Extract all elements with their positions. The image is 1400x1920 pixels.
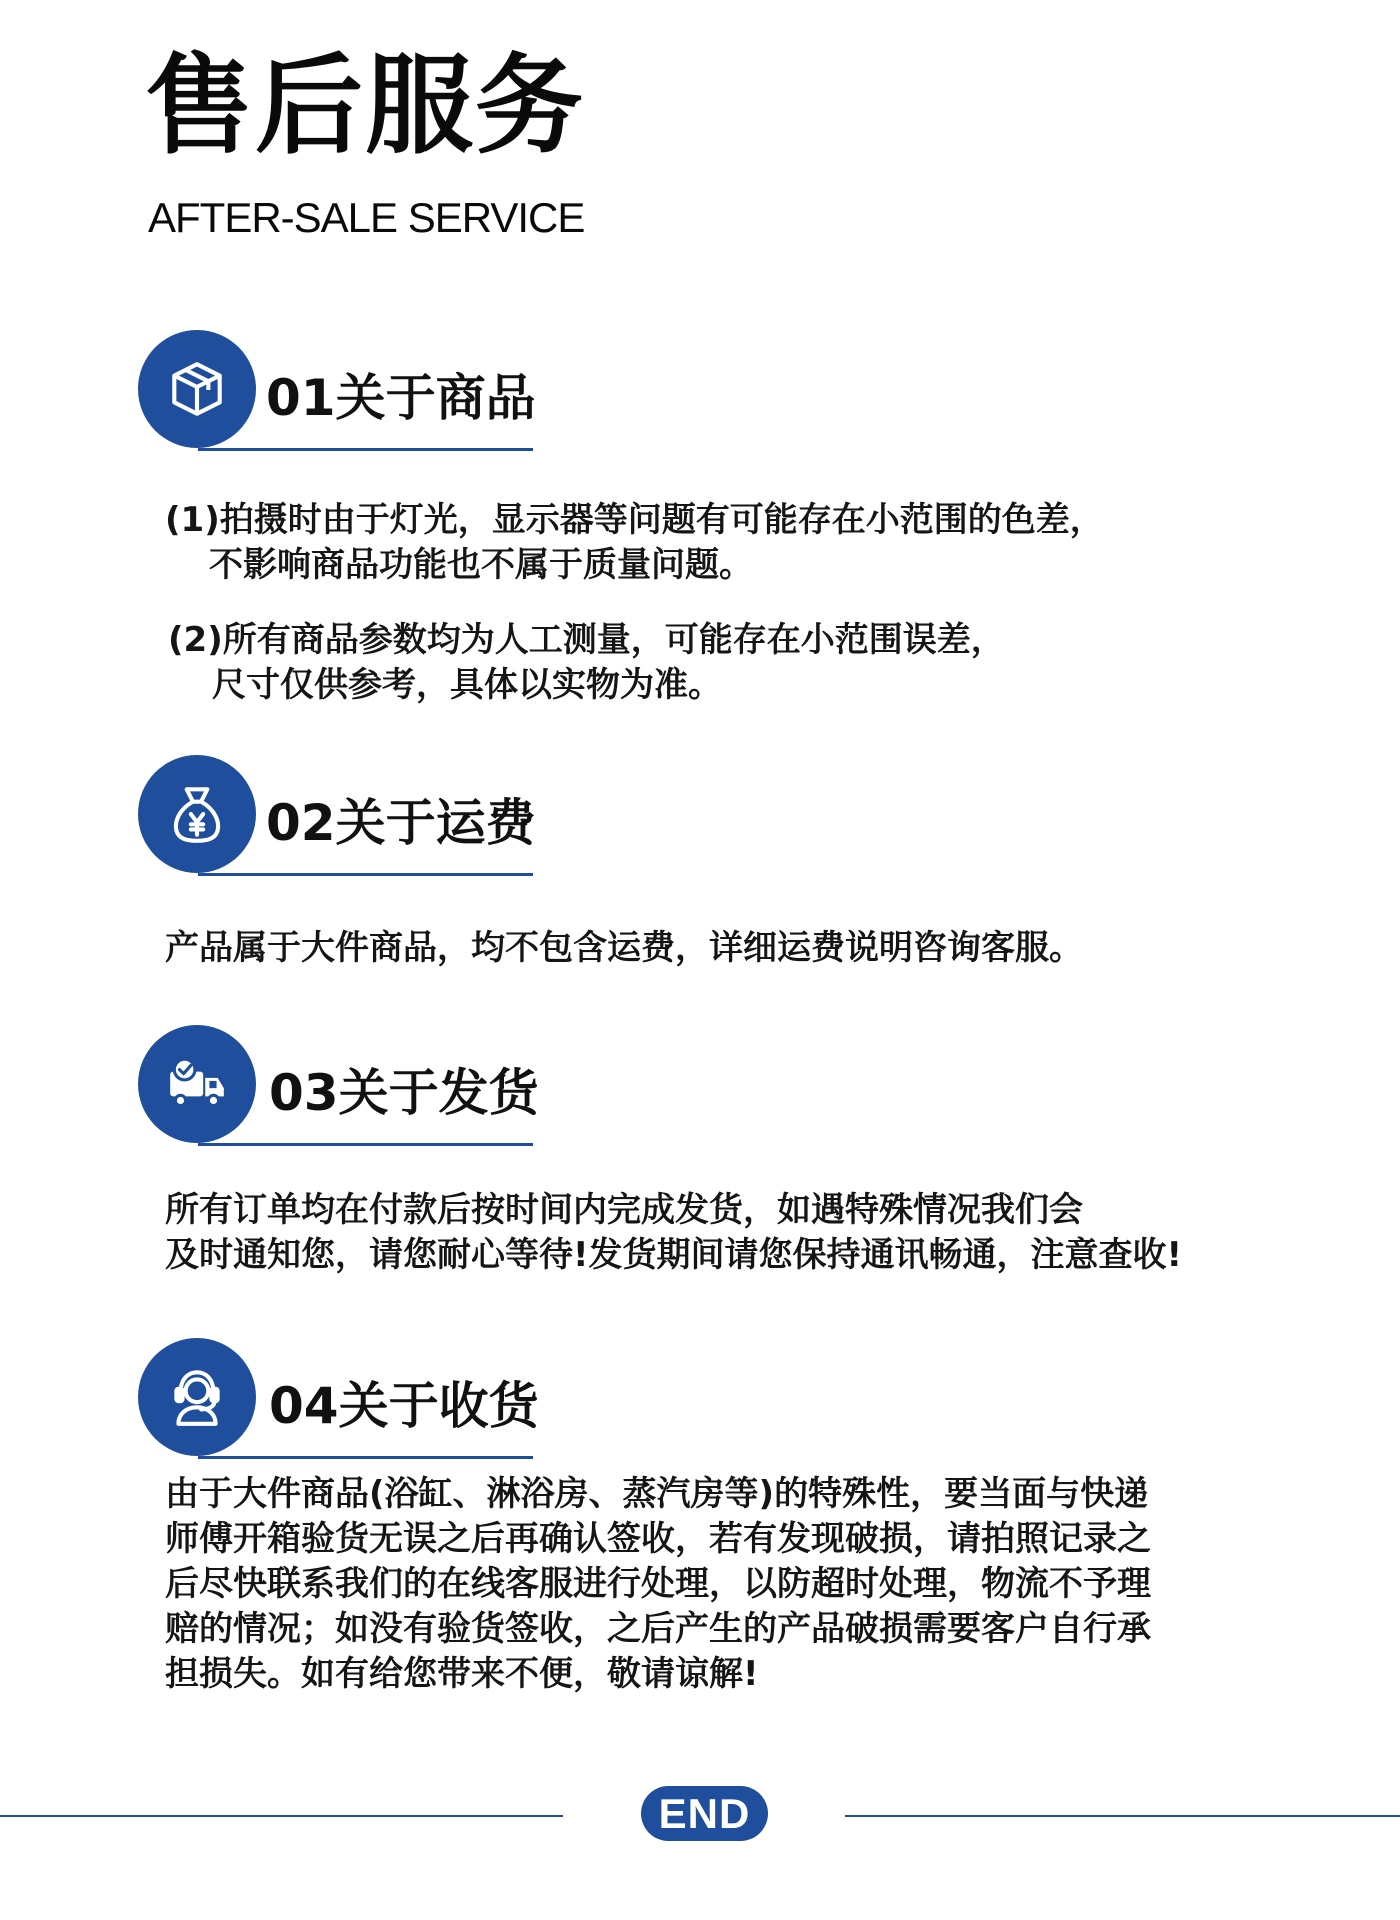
section-header-products	[138, 330, 538, 460]
text-line: 不影响商品功能也不属于质量问题。	[209, 545, 753, 585]
page-subtitle: AFTER-SALE SERVICE	[148, 194, 585, 241]
end-badge: END	[641, 1786, 768, 1841]
section-underline	[198, 873, 533, 876]
section-products-text	[165, 498, 1104, 588]
page-title: 售后服务	[145, 44, 586, 169]
section-receiving-text	[165, 1472, 1151, 1697]
section-title: 02关于运费	[266, 794, 536, 852]
text-line: 尺寸仅供参考，具体以实物为准。	[212, 665, 722, 705]
text-line: 师傅开箱验货无误之后再确认签收，若有发现破损，请拍照记录之	[165, 1519, 1151, 1559]
end-divider-right	[845, 1815, 1400, 1817]
text-line: 由于大件商品(浴缸、淋浴房、蒸汽房等)的特殊性，要当面与快递	[165, 1474, 1149, 1514]
section-title: 01关于商品	[266, 369, 536, 427]
text-line: (1)拍摄时由于灯光，显示器等问题有可能存在小范围的色差，	[165, 500, 1104, 540]
text-line: 后尽快联系我们的在线客服进行处理，以防超时处理，物流不予理	[165, 1564, 1151, 1604]
section-underline	[198, 448, 533, 451]
section-delivery-text	[165, 1188, 1182, 1278]
text-line: 赔的情况；如没有验货签收，之后产生的产品破损需要客户自行承	[165, 1609, 1151, 1649]
section-header-shipping-fee	[138, 755, 538, 885]
text-line: 担损失。如有给您带来不便，敬请谅解!	[165, 1654, 759, 1694]
section-products-text-2	[168, 618, 1005, 708]
section-title: 04关于收货	[269, 1377, 539, 1435]
section-header-delivery	[138, 1025, 538, 1155]
text-line: (2)所有商品参数均为人工测量，可能存在小范围误差，	[168, 620, 1005, 660]
section-header-receiving	[138, 1338, 538, 1468]
text-line: 所有订单均在付款后按时间内完成发货，如遇特殊情况我们会	[165, 1190, 1083, 1230]
text-line: 产品属于大件商品，均不包含运费，详细运费说明咨询客服。	[165, 928, 1083, 968]
section-underline	[198, 1456, 533, 1459]
customer-service-icon	[138, 1338, 256, 1456]
package-icon	[138, 330, 256, 448]
text-line: 及时通知您，请您耐心等待!发货期间请您保持通讯畅通，注意查收!	[165, 1235, 1183, 1275]
end-divider-left	[0, 1815, 563, 1817]
section-shipping-fee-text	[165, 926, 1083, 971]
section-underline	[198, 1143, 533, 1146]
section-title: 03关于发货	[269, 1064, 539, 1122]
money-bag-icon	[138, 755, 256, 873]
delivery-truck-icon	[138, 1025, 256, 1143]
